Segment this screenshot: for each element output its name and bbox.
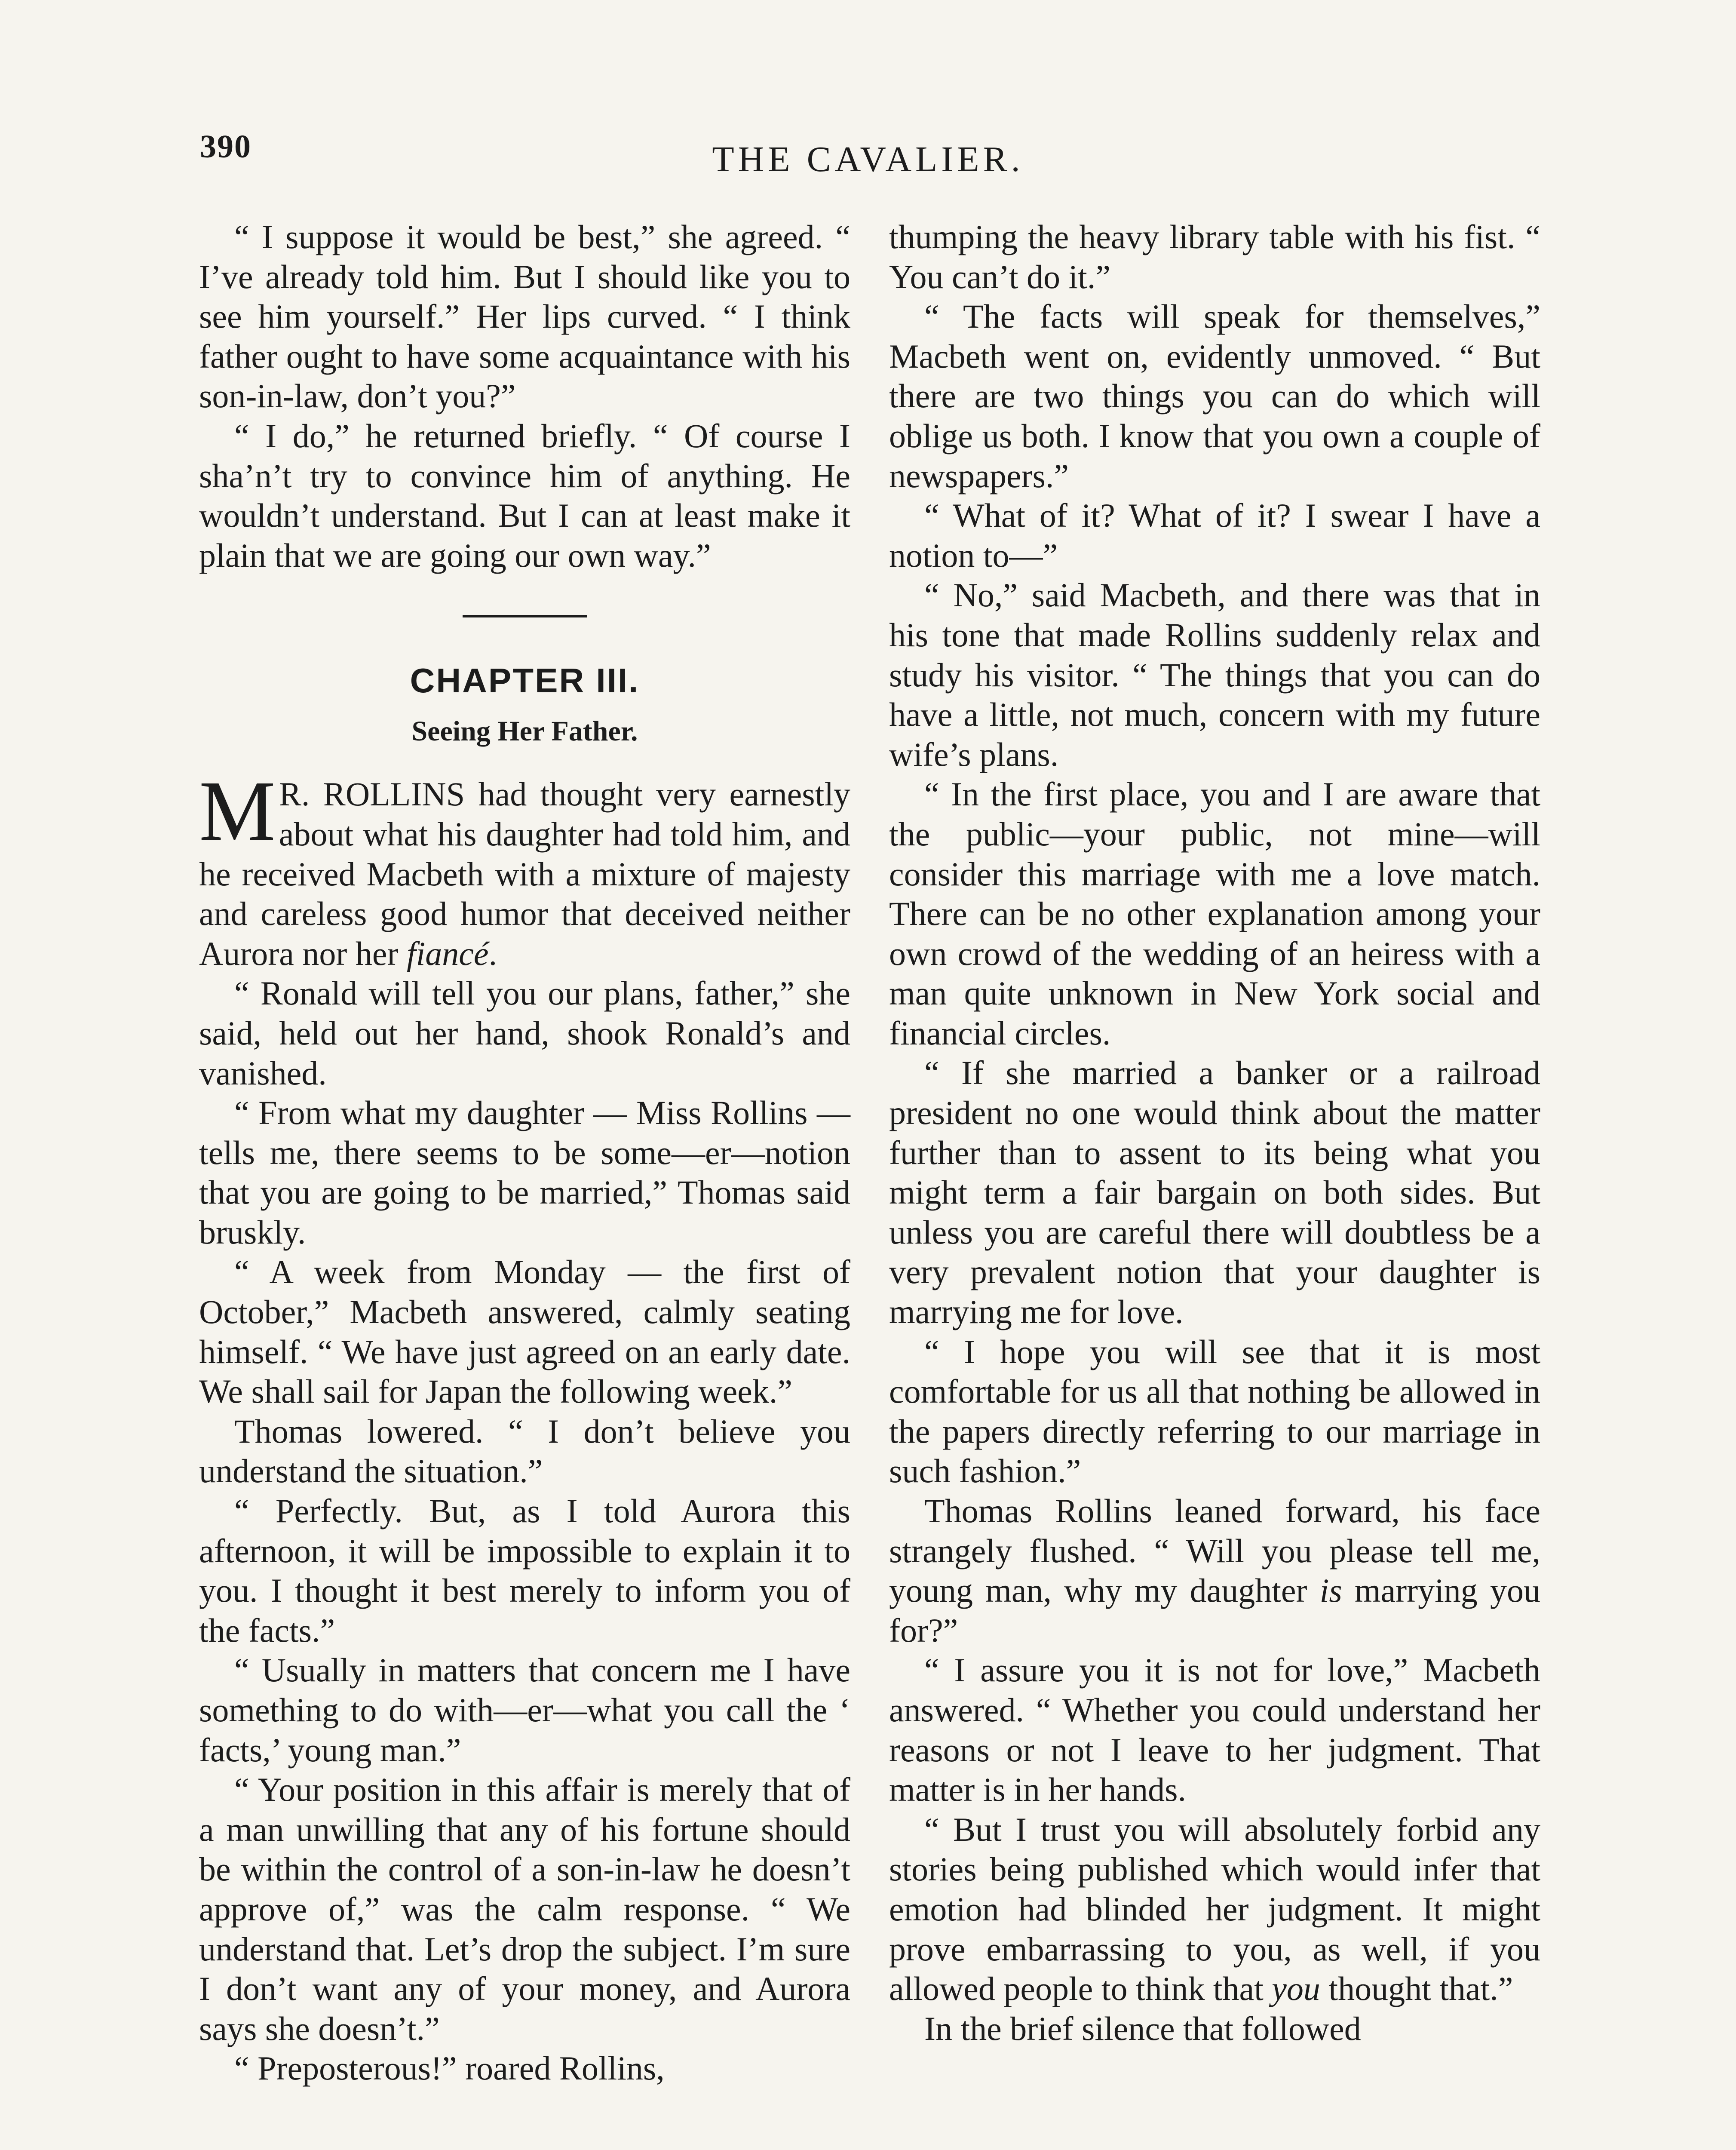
paragraph: “ A week from Monday — the first of October,” Macbeth answered, calmly seating himself. “ We have just agreed on an early date. We shall sail for Japan the following week.” <box>199 1253 850 1410</box>
paragraph: “ Ronald will tell you our plans, father,” she said, held out her hand, shook Ronald’s and vanished. <box>199 974 850 1092</box>
italic-text: is <box>1319 1572 1342 1609</box>
chapter-heading: CHAPTER III. <box>410 661 640 700</box>
paragraph: “ From what my daughter — Miss Rollins — tells me, there seems to be some—er—notion that you are going to be married,” Thomas said bruskly. <box>199 1094 850 1251</box>
italic-text: you <box>1272 1970 1320 2008</box>
paragraph: “ I do,” he returned briefly. “ Of course I sha’n’t try to convince him of anything. He wouldn’t understand. But I can at least make it plain that we are going our own way.” <box>199 417 850 574</box>
chapter-subtitle: Seeing Her Father. <box>411 716 638 747</box>
text-run: Thomas Rollins leaned forward, his face strangely flushed. “ Will you please tell me, young man, why my daughter <box>889 1492 1540 1609</box>
paragraph: In the brief silence that followed <box>924 2009 1361 2047</box>
paragraph: “ I hope you will see that it is most comfortable for us all that nothing be allowed in the papers directly referring to our marriage in such fashion.” <box>889 1333 1540 1490</box>
section-divider <box>463 615 587 617</box>
text-run: R. ROLLINS had thought very earnestly about what his daughter had told him, and he received Macbeth with a mixture of majesty and careless good humor that deceived neither Aurora nor her <box>199 775 850 972</box>
left-column <box>199 217 850 2089</box>
paragraph: “ Usually in matters that concern me I have something to do with—er—what you call the ‘ facts,’ young man.” <box>199 1651 850 1769</box>
paragraph: “ I suppose it would be best,” she agreed. “ I’ve already told him. But I should like you to see him yourself.” Her lips curved. “ I think father ought to have some acquaintance with his son-in-law, don’t you?” <box>199 218 850 415</box>
paragraph: “ No,” said Macbeth, and there was that in his tone that made Rollins suddenly relax and study his visitor. “ The things that you can do have a little, not much, concern with my future wife’s plans. <box>889 576 1540 773</box>
text-run: . <box>488 934 497 972</box>
paragraph <box>889 1810 1540 2009</box>
paragraph: “ The facts will speak for themselves,” Macbeth went on, evidently unmoved. “ But there are two things you can do which will oblige us both. I know that you own a couple of newspapers.” <box>889 298 1540 494</box>
paragraph <box>199 764 850 974</box>
italic-text: fiancé <box>406 934 489 972</box>
paragraph: “ Your position in this affair is merely that of a man unwilling that any of his fortune should be within the control of a son-in-law he doesn’t approve of,” was the calm response. “ We understand that. Let’s drop the subject. I’m sure I don’t want any of your money, and Aurora says she doesn’t.” <box>199 1771 850 2047</box>
page-number: 390 <box>200 129 252 165</box>
text-run: thought that.” <box>1320 1970 1513 2008</box>
paragraph: “ Preposterous!” roared Rollins, <box>234 2049 665 2087</box>
text-run: “ But I trust you will absolutely forbid any stories being published which would infer that emotion had blinded her judgment. It might prove embarrassing to you, as well, if you allowed people to think that <box>889 1810 1540 2008</box>
paragraph <box>889 1491 1540 1650</box>
paragraph: “ Perfectly. But, as I told Aurora this afternoon, it will be impossible to explain it to you. I thought it best merely to inform you of the facts.” <box>199 1492 850 1649</box>
paragraph: “ In the first place, you and I are aware that the public—your public, not mine—will consider this marriage with me a love match. There can be no other explanation among your own crowd of the wedding of an heiress with a man quite unknown in New York social and financial circles. <box>889 775 1540 1052</box>
right-column <box>889 217 1540 2049</box>
paragraph: thumping the heavy library table with his fist. “ You can’t do it.” <box>889 218 1540 295</box>
paragraph: “ I assure you it is not for love,” Macbeth answered. “ Whether you could understand her reasons or not I leave to her judgment. That matter is in her hands. <box>889 1651 1540 1809</box>
paragraph: “ What of it? What of it? I swear I have a notion to—” <box>889 497 1540 574</box>
text-run: marrying you for?” <box>889 1572 1540 1649</box>
running-head: THE CAVALIER. <box>712 139 1024 179</box>
drop-cap: M <box>199 764 276 859</box>
paragraph: “ If she married a banker or a railroad president no one would think about the matter further than to assent to its being what you might term a fair bargain on both sides. But unless you are careful there will doubtless be a very prevalent notion that your daughter is marrying me for love. <box>889 1054 1540 1331</box>
paragraph: Thomas lowered. “ I don’t believe you understand the situation.” <box>199 1412 850 1490</box>
